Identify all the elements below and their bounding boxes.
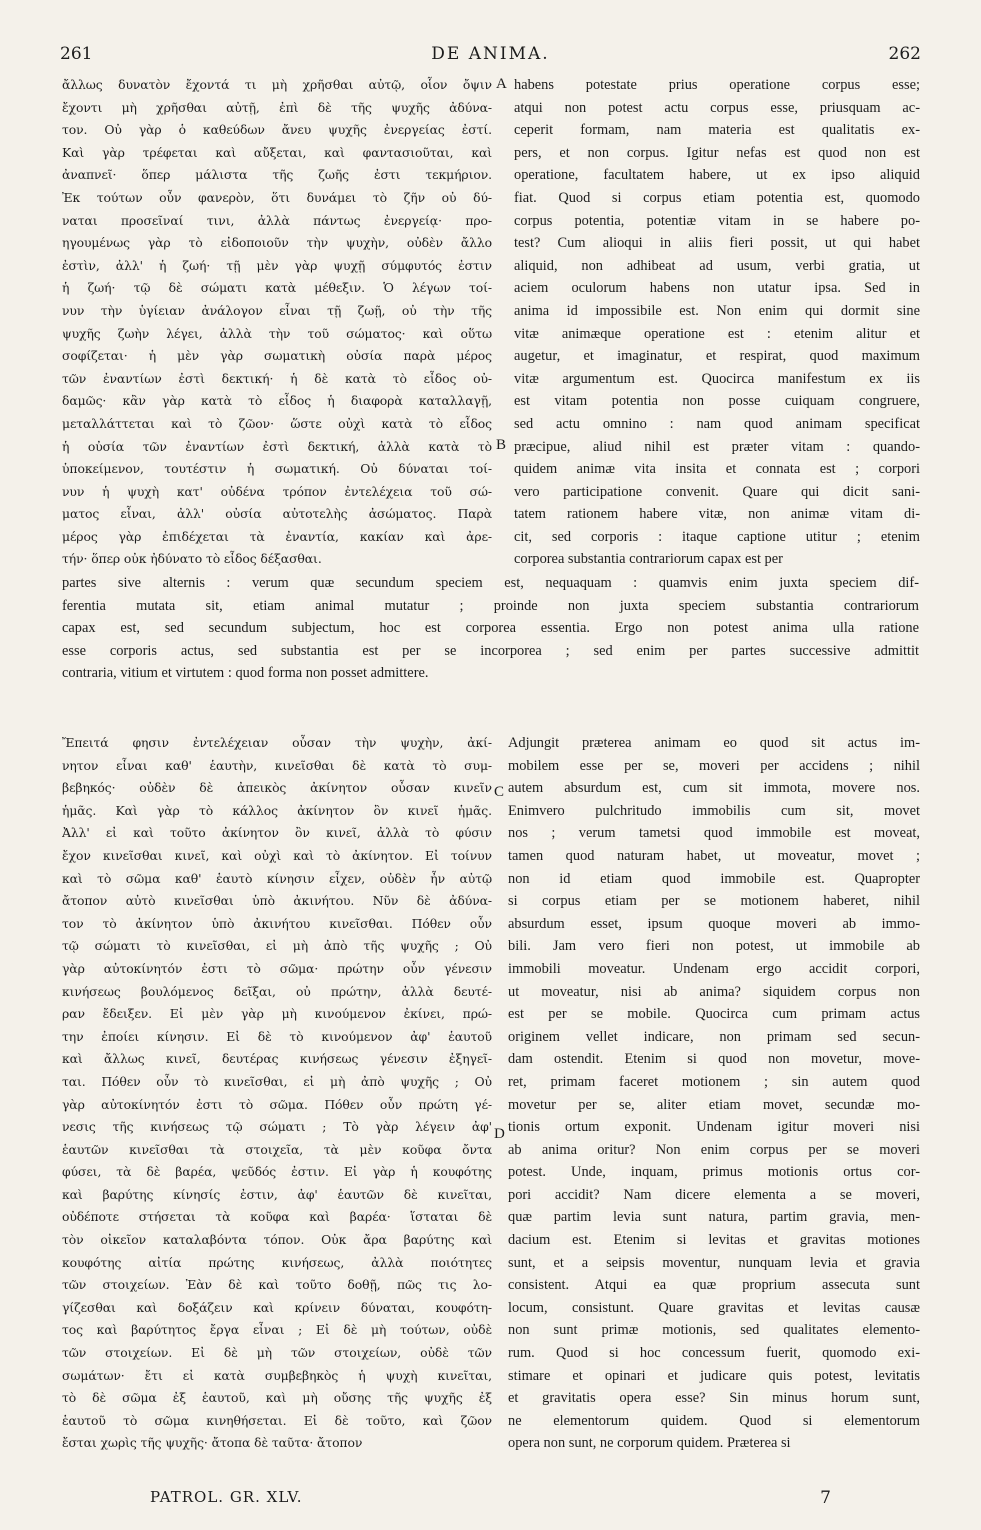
latin-column-bottom (508, 732, 920, 1455)
latin-text-line: fiat. Quod si corpus etiam potentia est, quomodo (514, 189, 920, 206)
latin-text-line: pori accidit? Nam dicere elementa a se moveri, (508, 1186, 920, 1203)
greek-text-line: τῷ σώματι τὸ κινεῖσθαι, εἰ μὴ ἀπὸ τῆς ψυχῆς ; Οὐ (62, 938, 492, 954)
latin-text-line: bili. Jam vero fieri non potest, ut immobile ab (508, 938, 920, 955)
latin-text-line: quæ partim levia sunt natura, partim gravia, men- (508, 1209, 920, 1226)
latin-text-line: pers, et non corpus. Igitur nefas est quod non est (514, 144, 920, 161)
latin-text-line: operatione, facultatem habere, ut ex ipso aliquid (514, 167, 920, 184)
greek-text-line: ἔχον κινεῖσθαι κινεῖ, καὶ οὐχὶ καὶ τὸ ἀκίνητον. Εἰ τοίνυν (62, 847, 492, 863)
greek-text-line: ναται προσεῖναί τινι, ἀλλὰ πάντως ἐνεργείᾳ· προ- (62, 212, 492, 228)
greek-text-line: Ἀλλ' εἰ καὶ τοῦτο ἀκίνητον ὂν κινεῖ, ἀλλὰ τὸ φύσιν (62, 825, 492, 841)
greek-text-line: μέρος γὰρ ἐπιδέχεται τὰ ἐναντία, κακίαν καὶ ἀρε- (62, 528, 492, 544)
greek-text-line: τῶν στοιχείων. Ἐὰν δὲ καὶ τοῦτο δοθῇ, πῶς τις λο- (62, 1277, 492, 1293)
greek-text-line: τὸν οἰκεῖον καταλαβόντα τόπον. Οὐκ ἄρα βαρύτης καὶ (62, 1232, 492, 1248)
latin-text-line: partes sive alternis : verum quæ secundum speciem est, nequaquam : quamvis enim juxta speciem dif- (62, 575, 919, 591)
latin-text-line: augetur, et imaginatur, et respirat, quod maximum (514, 348, 920, 365)
latin-text-line: Adjungit præterea animam eo quod sit actus im- (508, 735, 920, 751)
latin-text-line: dacium est. Etenim si levitas et gravitas motiones (508, 1232, 920, 1249)
latin-text-line: non id etiam quod immobile est. Quapropter (508, 870, 920, 887)
latin-text-line: tatem rationem habere vitæ, non animæ vitam di- (514, 506, 920, 523)
latin-text-line: rum. Quod si hoc concessum fuerit, quomodo exi- (508, 1345, 920, 1362)
latin-text-line: potest. Unde, inquam, primus motionis ortus cor- (508, 1164, 920, 1181)
latin-text-line: vero participatione convenit. Quare qui dicit sani- (514, 483, 920, 500)
greek-text-line: ἡμᾶς. Καὶ γὰρ τὸ κάλλος ἀκίνητον ὂν κινεῖ ἡμᾶς. (62, 802, 492, 818)
greek-text-line: τος καὶ βαρύτητος ἔργα εἶναι ; Εἰ δὲ μὴ τούτων, οὐδὲ (62, 1322, 492, 1338)
greek-text-line: ἀναπνεῖ· ὅπερ μάλιστα τῆς ζωῆς ἐστι τεκμήριον. (62, 167, 492, 183)
greek-text-line: μεταλλάττεται καὶ τὸ ζῶον· ὥστε οὐχὶ κατὰ τὸ εἶδος (62, 415, 492, 431)
latin-text-line: sed actu omnino : nam quod animam specificat (514, 415, 920, 432)
greek-text-line: ται. Πόθεν οὖν τὸ κινεῖσθαι, εἰ μὴ ἀπὸ ψυχῆς ; Οὐ (62, 1073, 492, 1089)
greek-text-line: κινήσεως βουλόμενος δεῖξαι, οὐ πρώτην, ἀλλὰ δευτέ- (62, 983, 492, 999)
greek-text-line: ὑποκείμενον, τουτέστιν ἡ σωματική. Οὐ δύναται τοί- (62, 461, 492, 477)
running-title: DE ANIMA. (431, 44, 550, 64)
latin-text-line: contraria, vitium et virtutem : quod forma non posset admittere. (62, 665, 429, 682)
greek-text-line: καὶ τὸ σῶμα καθ' ἑαυτὸ κίνησιν εἶχεν, οὐδὲν ἦν αὐτῷ (62, 870, 492, 886)
greek-text-line: βεβηκός· οὐδὲν δὲ ἀπεικὸς ἀκίνητον οὖσαν κινεῖν (62, 780, 492, 796)
greek-text-line: οὐδέποτε στήσεται τὰ κοῦφα καὶ βαρέα· ἵσταται δὲ (62, 1209, 492, 1225)
latin-text-line: sunt, et a seipsis moventur, nunquam levia et gravia (508, 1254, 920, 1271)
latin-text-line: capax est, sed secundum subjectum, hoc est corporea essentia. Ergo non potest anima ulla ratione (62, 620, 919, 637)
latin-text-line: test? Cum alioqui in aliis fieri possit, ut qui habet (514, 235, 920, 252)
latin-text-line: locum, consistunt. Quare gravitas et levitas causæ (508, 1299, 920, 1316)
greek-text-line: φύσει, τὰ δὲ βαρέα, ψεῦδός ἐστιν. Εἰ γὰρ ἡ κουφότης (62, 1164, 492, 1180)
greek-text-line: τὸ δὲ σῶμα ἐξ ἑαυτοῦ, καὶ μὴ οὔσης τῆς ψυχῆς ἐξ (62, 1390, 492, 1406)
greek-text-line: καὶ ἄλλως κινεῖ, δευτέρας κινήσεως γένεσιν ἐξηγεῖ- (62, 1051, 492, 1067)
greek-text-line: Καὶ γὰρ τρέφεται καὶ αὔξεται, καὶ φαντασιοῦται, καὶ (62, 144, 492, 160)
page-header (60, 44, 921, 68)
greek-text-line: ἡ ζωή· τῷ δὲ σώματι κατὰ μέθεξιν. Ὁ λέγων τοί- (62, 280, 492, 296)
latin-text-line: non sunt primæ motionis, sed qualitates elemento- (508, 1322, 920, 1339)
greek-text-line: νεσις τῆς κινήσεως τῷ σώματι ; Τὸ γὰρ λέγειν ἀφ' (62, 1119, 492, 1135)
latin-text-line: originem vellet indicare, non primam sed secun- (508, 1028, 920, 1045)
latin-text-line: opera non sunt, ne corporum quidem. Præterea si (508, 1435, 791, 1452)
page-footer (150, 1488, 831, 1512)
latin-text-line: ceperit formam, nam materia est qualitatis ex- (514, 122, 920, 139)
latin-text-line: ne elementorum quidem. Quod si elementorum (508, 1412, 920, 1429)
greek-column-bottom (62, 732, 492, 1455)
greek-text-line: κουφότης αἰτία πρώτης κινήσεως, ἀλλὰ ποιότητες (62, 1254, 492, 1270)
latin-text-line: si corpus etiam per se motionem haberet, nihil (508, 893, 920, 910)
greek-text-line: ψυχῆς ζωὴν λέγει, ἀλλὰ τὴν τοῦ σώματος· καὶ οὕτω (62, 325, 492, 341)
greek-text-line: ἑαυτοῦ τὸ σῶμα κινηθήσεται. Εἰ δὲ τοῦτο, καὶ ζῶον (62, 1412, 492, 1428)
greek-text-line: νυν τὴν ὑγίειαν ἀνάλογον εἶναι τῇ ζωῇ, οὐ τὴν τῆς (62, 302, 492, 318)
greek-text-line: ἑαυτῶν κινεῖσθαι τὰ στοιχεῖα, τὰ μὲν κοῦφα ὄντα (62, 1141, 492, 1157)
section-marker-a: A (496, 76, 507, 92)
latin-text-line: tionis ortum exponit. Undenam igitur moveri nisi (508, 1119, 920, 1136)
latin-text-line: aciem oculorum habens non utatur ipsa. Sed in (514, 280, 920, 297)
section-marker-d: D (494, 1126, 505, 1142)
greek-text-line: ἐστὶν, ἀλλ' ἡ ζωή· τῇ μὲν γὰρ ψυχῇ σύμφυτός ἐστιν (62, 257, 492, 273)
page-number-left: 261 (60, 44, 93, 64)
latin-text-line: dam ostendit. Etenim si quod non movetur, move- (508, 1051, 920, 1068)
latin-text-line: Enimvero pulchritudo immobilis cum sit, movet (508, 802, 920, 819)
latin-text-line: consistent. Atqui ea quæ proprium assecuta sunt (508, 1277, 920, 1294)
greek-text-line: τῶν στοιχείων. Εἰ δὲ μὴ τῶν στοιχείων, οὐδὲ τῶν (62, 1345, 492, 1361)
greek-text-line: νητον εἶναι καθ' ἑαυτὴν, κινεῖσθαι δὲ κατὰ τὸ συμ- (62, 757, 492, 773)
greek-text-line: ραν ἔδειξεν. Εἰ μὲν γὰρ μὴ κινούμενον ἐκίνει, πρώ- (62, 1006, 492, 1022)
greek-text-line: ματος εἶναι, ἀλλ' οὐσία αὐτοτελὴς ἀσώματος. Παρὰ (62, 506, 492, 522)
latin-text-line: movetur per se, aliter etiam movet, secundæ mo- (508, 1096, 920, 1113)
greek-text-line: καὶ βαρύτης κίνησίς ἐστιν, ἀφ' ἑαυτῶν δὲ κινεῖται, (62, 1186, 492, 1202)
latin-text-line: præcipue, aliud nihil est præter vitam : quando- (514, 438, 920, 455)
greek-text-line: γίζεσθαι καὶ δοξάζειν καὶ κρίνειν δύναται, κουφότη- (62, 1299, 492, 1315)
greek-text-line: τήν· ὅπερ οὐκ ἠδύνατο τὸ εἶδος δέξασθαι. (62, 551, 322, 567)
latin-text-line: corpus potentia, potentiæ vitam in se habere po- (514, 212, 920, 229)
greek-text-line: ἄλλως δυνατὸν ἔχοντά τι μὴ χρῆσθαι αὐτῷ, οἷον ὄψιν (62, 77, 492, 92)
latin-text-line: habens potestate prius operatione corpus esse; (514, 77, 920, 93)
greek-text-line: τον. Οὐ γὰρ ὁ καθεύδων ἄνευ ψυχῆς ἐνεργείας ἐστί. (62, 122, 492, 138)
greek-text-line: τον τὸ ἀκίνητον ὑπὸ ἀκινήτου κινεῖσθαι. Πόθεν οὖν (62, 915, 492, 931)
latin-text-line: quidem animæ vita insita et connata est ; corpori (514, 461, 920, 478)
greek-text-line: ἡ οὐσία τῶν ἐναντίων ἐστὶ δεκτική, ἀλλὰ κατὰ τὸ (62, 438, 492, 454)
latin-text-line: esse corporis actus, sed substantia est per se incorporea ; sed enim per partes successive admittit (62, 642, 919, 659)
latin-text-line: immobili moveatur. Undenam ergo accidit corpori, (508, 960, 920, 977)
greek-text-line: γὰρ αὐτοκίνητόν ἐστι τὸ σῶμα· πρώτην οὖν γένεσιν (62, 960, 492, 976)
greek-text-line: ἔχοντι μὴ χρῆσθαι αὐτῇ, ἐπὶ δὲ τῆς ψυχῆς ἀδύνα- (62, 99, 492, 115)
section-marker-b: B (496, 437, 507, 453)
latin-text-line: autem absurdum est, cum sit immota, movere nos. (508, 780, 920, 797)
greek-text-line: ἄτοπον αὐτὸ κινεῖσθαι ὑπὸ ἀκινήτου. Νῦν δὲ ἀδύνα- (62, 893, 492, 909)
greek-text-line: σωμάτων· ἔτι εἰ κατὰ συμβεβηκὸς ἡ ψυχὴ κινεῖται, (62, 1367, 492, 1383)
latin-text-line: atqui non potest actu corpus esse, priusquam ac- (514, 99, 920, 116)
latin-text-line: vitæ animæque operatione est : etenim alitur et (514, 325, 920, 342)
greek-column-top (62, 74, 492, 571)
greek-text-line: ηγουμένως γὰρ τὸ εἰδοποιοῦν τὴν ψυχὴν, οὐδὲν ἄλλο (62, 235, 492, 251)
greek-text-line: νυν ἡ ψυχὴ κατ' οὐδένα τρόπον ἐντελέχεια τοῦ σώ- (62, 483, 492, 499)
greek-text-line: σοφίζεται· ἡ μὲν γὰρ σωματικὴ οὐσία παρὰ μέρος (62, 348, 492, 364)
latin-text-line: ut moveatur, nisi ab anima? siquidem corpus non (508, 983, 920, 1000)
page-number-right: 262 (888, 44, 921, 64)
latin-text-line: aliquid, non adhibeat ad usum, verbi gratia, ut (514, 257, 920, 274)
latin-text-line: ab anima oritur? Non enim corpus per se moveri (508, 1141, 920, 1158)
latin-text-line: tamen quod naturam habet, ut moveatur, movet ; (508, 847, 920, 864)
latin-text-line: cit, sed corporis : itaque captione utitur ; etenim (514, 528, 920, 545)
greek-text-line: Ἔπειτά φησιν ἐντελέχειαν οὖσαν τὴν ψυχὴν, ἀκί- (62, 735, 492, 750)
latin-text-line: est vitam potentia non posse cuiquam congruere, (514, 393, 920, 410)
latin-text-line: et gravitatis opera esse? Sin minus horum sunt, (508, 1390, 920, 1407)
full-width-paragraph (62, 572, 919, 685)
footer-signature: 7 (820, 1488, 831, 1508)
latin-text-line: ret, primam faceret motionem ; sin autem quod (508, 1073, 920, 1090)
greek-text-line: Ἐκ τούτων οὖν φανερὸν, ὅτι δυνάμει τὸ ζῆν οὐ δύ- (62, 189, 492, 205)
latin-text-line: nos ; verum tametsi quod immobile est moveat, (508, 825, 920, 842)
greek-text-line: ἔσται χωρὶς τῆς ψυχῆς· ἄτοπα δὲ ταῦτα· ἄτοπον (62, 1435, 363, 1451)
latin-text-line: stimare et opinari et judicare quis potest, levitatis (508, 1367, 920, 1384)
section-marker-c: C (494, 784, 505, 800)
greek-text-line: δαμῶς· κἂν γὰρ κατὰ τὸ εἶδος ἡ διαφορὰ καταλλαγῇ, (62, 393, 492, 409)
footer-volume: PATROL. GR. XLV. (150, 1488, 303, 1506)
latin-text-line: corporea substantia contrariorum capax est per (514, 551, 783, 568)
latin-text-line: anima id impossibile est. Non enim qui dormit sine (514, 302, 920, 319)
latin-column-top (514, 74, 920, 571)
latin-text-line: mobilem esse per se, moveri per accidens ; nihil (508, 757, 920, 774)
latin-text-line: ferentia mutata sit, etiam animal mutatur ; proinde non juxta speciem substantia contrariorum (62, 597, 919, 614)
latin-text-line: est per se mobile. Quocirca cum primam actus (508, 1006, 920, 1023)
greek-text-line: την ἐποίει κίνησιν. Εἰ δὲ τὸ κινούμενον ἀφ' ἑαυτοῦ (62, 1028, 492, 1044)
greek-text-line: γὰρ αὐτοκίνητόν ἐστι τὸ σῶμα. Πόθεν οὖν πρώτη γέ- (62, 1096, 492, 1112)
greek-text-line: τῶν ἐναντίων ἐστὶ δεκτική· ἡ δὲ κατὰ τὸ εἶδος οὐ- (62, 370, 492, 386)
latin-text-line: vitæ argumentum est. Quocirca manifestum ex iis (514, 370, 920, 387)
latin-text-line: absurdum esset, ipsum quoque moveri ab immo- (508, 915, 920, 932)
